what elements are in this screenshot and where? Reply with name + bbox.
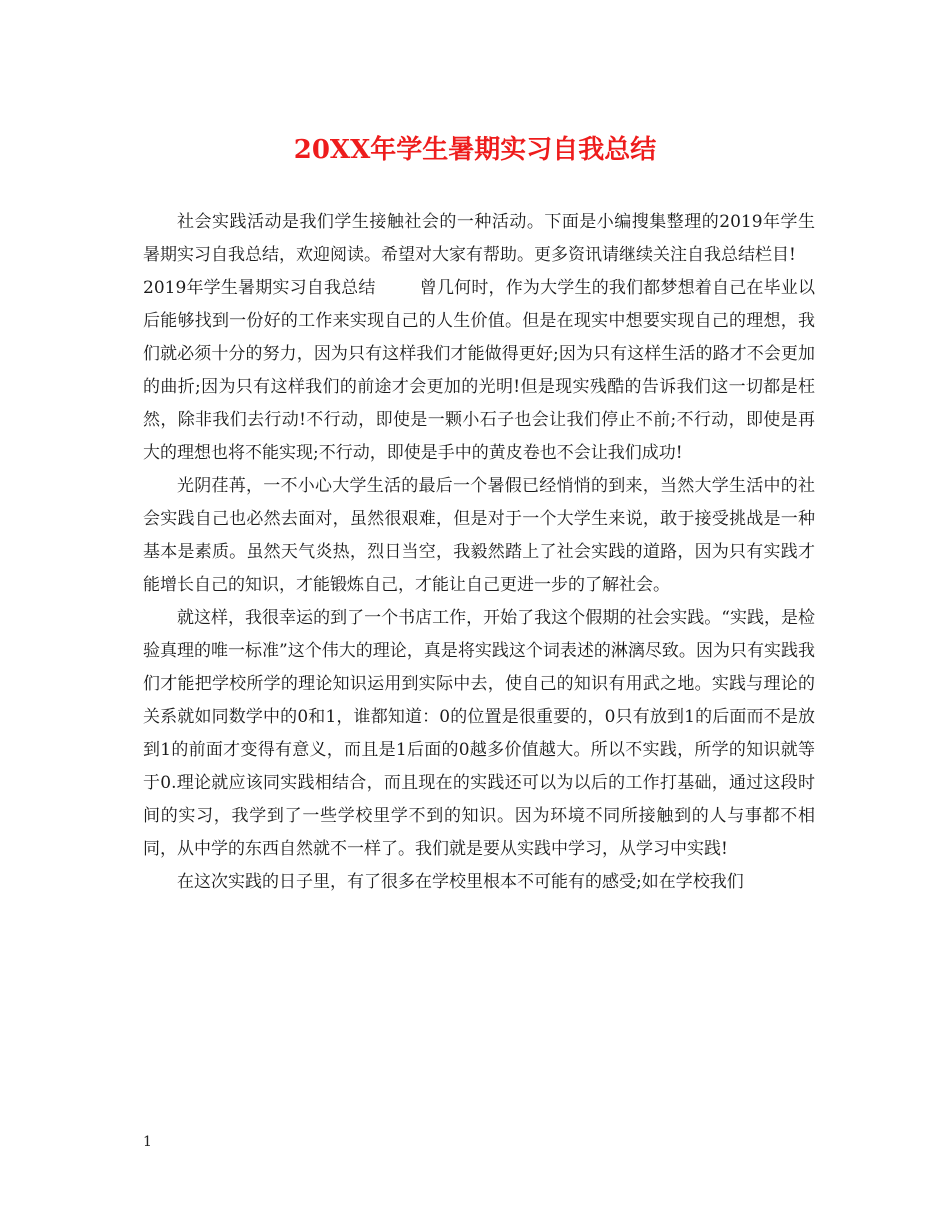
section-heading: 2019年学生暑期实习自我总结 xyxy=(143,278,376,298)
section-paragraph xyxy=(143,272,815,470)
page-number: 1 xyxy=(143,1134,152,1150)
body-paragraph-1: 光阴荏苒，一不小心大学生活的最后一个暑假已经悄悄的到来，当然大学生活中的社会实践自己也必然去面对，虽然很艰难，但是对于一个大学生来说，敢于接受挑战是一种基本是素质。虽然天气炎热，烈日当空，我毅然踏上了社会实践的道路，因为只有实践才能增长自己的知识，才能锻炼自己，才能让自己更进一步的了解社会。 xyxy=(143,476,815,595)
body-paragraph-3: 在这次实践的日子里，有了很多在学校里根本不可能有的感受;如在学校我们 xyxy=(177,872,744,892)
body-paragraph-2: 就这样，我很幸运的到了一个书店工作，开始了我这个假期的社会实践。“实践，是检验真理的唯一标准”这个伟大的理论，真是将实践这个词表述的淋漓尽致。因为只有实践我们才能把学校所学的理论知识运用到实际中去，使自己的知识有用武之地。实践与理论的关系就如同数学中的0和1，谁都知道：0的位置是很重要的，0只有放到1的后面而不是放到1的前面才变得有意义，而且是1后面的0越多价值越大。所以不实践，所学的知识就等于0.理论就应该同实践相结合，而且现在的实践还可以为以后的工作打基础，通过这段时间的实习，我学到了一些学校里学不到的知识。因为环境不同所接触到的人与事都不相同，从中学的东西自然就不一样了。我们就是要从实践中学习，从学习中实践! xyxy=(143,608,815,859)
section-heading-text: 曾几何时，作为大学生的我们都梦想着自己在毕业以后能够找到一份好的工作来实现自己的人生价值。但是在现实中想要实现自己的理想，我们就必须十分的努力，因为只有这样我们才能做得更好;因为只有这样生活的路才不会更加的曲折;因为只有这样我们的前途才会更加的光明!但是现实残酷的告诉我们这一切都是枉然，除非我们去行动!不行动，即使是一颗小石子也会让我们停止不前;不行动，即使是再大的理想也将不能实现;不行动，即使是手中的黄皮卷也不会让我们成功! xyxy=(143,278,816,463)
document-title: 20XX年学生暑期实习自我总结 xyxy=(293,135,657,165)
document-body xyxy=(143,206,815,899)
intro-paragraph: 社会实践活动是我们学生接触社会的一种活动。下面是小编搜集整理的2019年学生暑期实习自我总结，欢迎阅读。希望对大家有帮助。更多资讯请继续关注自我总结栏目! xyxy=(143,212,815,265)
